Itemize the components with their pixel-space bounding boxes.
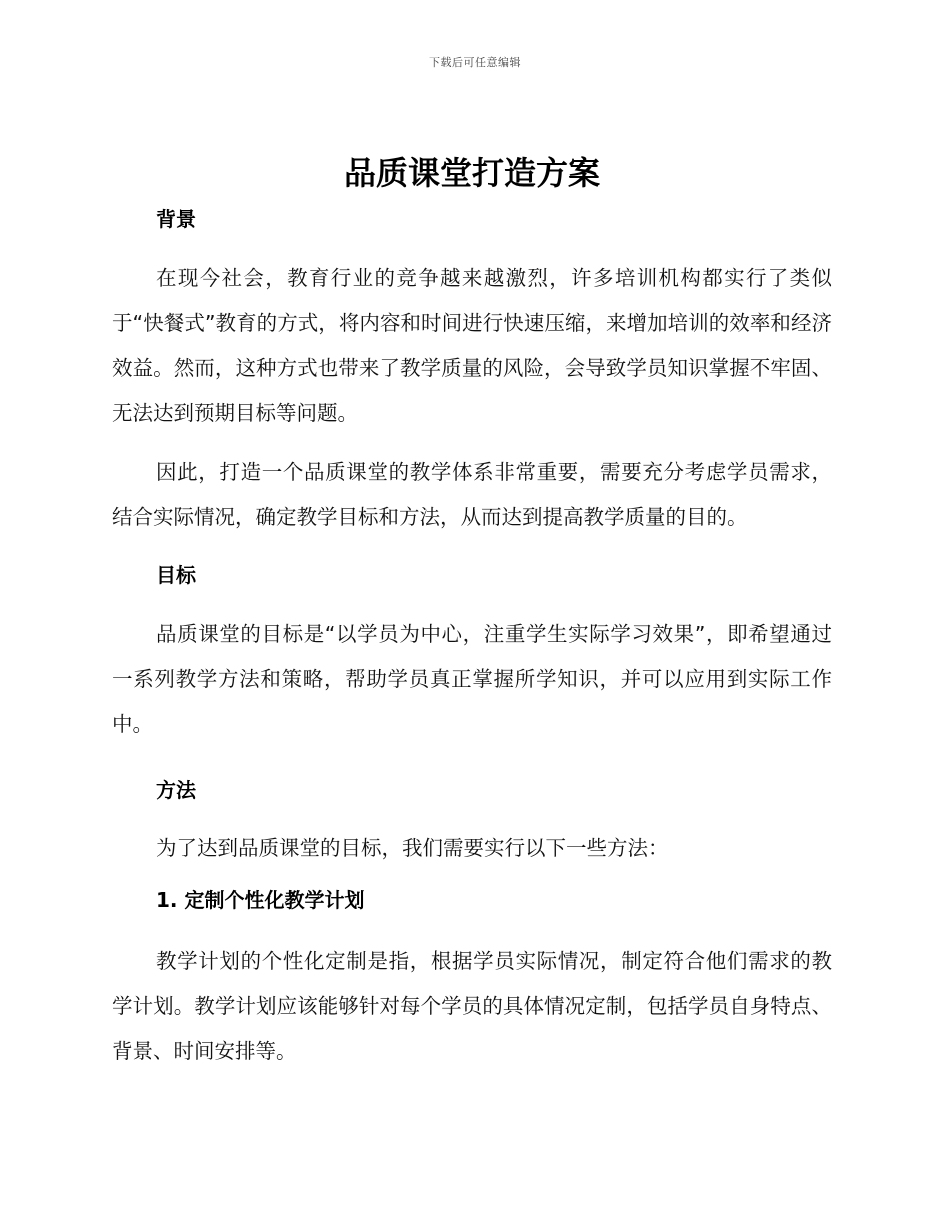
section-heading-goal: 目标 (156, 563, 196, 587)
page-header-note: 下载后可任意编辑 (429, 56, 521, 69)
method-paragraph-1: 教学计划的个性化定制是指，根据学员实际情况，制定符合他们需求的教学计划。教学计划应该能够针对每个学员的具体情况定制，包括学员自身特点、背景、时间安排等。 (112, 949, 832, 1063)
goal-paragraph-1: 品质课堂的目标是“以学员为中心，注重学生实际学习效果”，即希望通过一系列教学方法和策略，帮助学员真正掌握所学知识，并可以应用到实际工作中。 (112, 622, 832, 736)
section-heading-method: 方法 (156, 778, 196, 802)
background-paragraph-1: 在现今社会，教育行业的竞争越来越激烈，许多培训机构都实行了类似于“快餐式”教育的方式，将内容和时间进行快速压缩，来增加培训的效率和经济效益。然而，这种方式也带来了教学质量的风险，会导致学员知识掌握不牢固、无法达到预期目标等问题。 (112, 266, 832, 425)
background-paragraph-2: 因此，打造一个品质课堂的教学体系非常重要，需要充分考虑学员需求，结合实际情况，确定教学目标和方法，从而达到提高教学质量的目的。 (112, 460, 832, 529)
document-body (112, 150, 832, 1074)
section-heading-background: 背景 (156, 207, 196, 231)
method-subheading-1: 1. 定制个性化教学计划 (156, 888, 365, 912)
method-intro-paragraph: 为了达到品质课堂的目标，我们需要实行以下一些方法： (156, 836, 669, 860)
document-title: 品质课堂打造方案 (343, 154, 600, 192)
